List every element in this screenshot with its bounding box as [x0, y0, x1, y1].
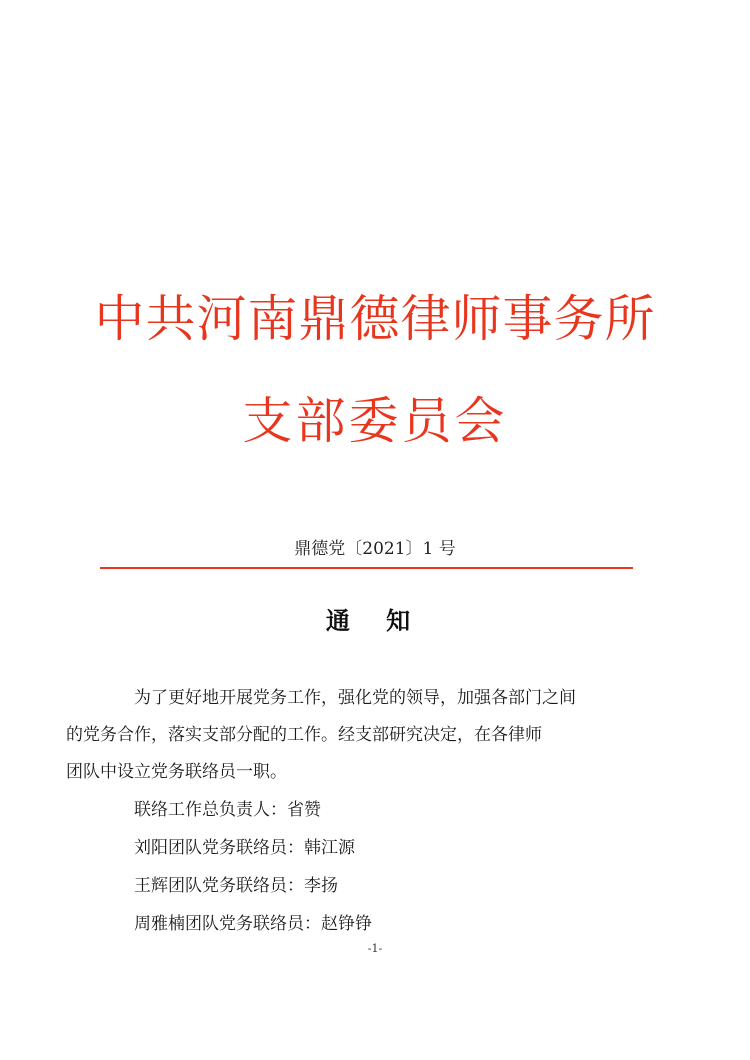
liaison-item: 王辉团队党务联络员：李扬: [134, 876, 338, 896]
paragraph-line: 的党务合作，落实支部分配的工作。经支部研究决定，在各律师: [66, 725, 542, 745]
notice-heading: 通 知: [325, 607, 425, 635]
red-divider-rule: [100, 567, 633, 569]
liaison-item: 周雅楠团队党务联络员：赵铮铮: [134, 914, 372, 934]
paragraph-line: 团队中设立党务联络员一职。: [66, 762, 287, 782]
liaison-item: 联络工作总负责人：省赞: [134, 800, 321, 820]
letterhead-title-line-1: 中共河南鼎德律师事务所: [94, 290, 656, 348]
document-number: 鼎德党〔2021〕1 号: [294, 539, 456, 559]
paragraph-line: 为了更好地开展党务工作，强化党的领导，加强各部门之间: [134, 688, 576, 708]
liaison-item: 刘阳团队党务联络员：韩江源: [134, 838, 355, 858]
notice-paragraph: [66, 680, 640, 791]
letterhead-title-line-2: 支部委员会: [242, 392, 508, 450]
page-number: -1-: [367, 942, 383, 955]
